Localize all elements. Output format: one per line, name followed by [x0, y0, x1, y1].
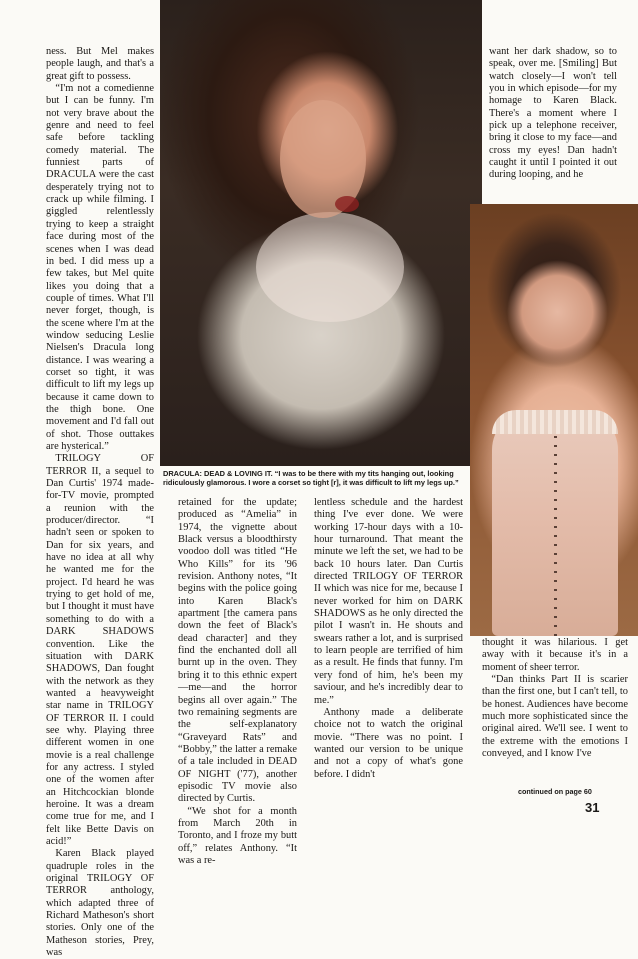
- paragraph: Anthony made a deliberate choice not to watch the original movie. “There was no point. I wanted our version to be unique and not a copy of what's gone before. I didn't: [314, 706, 463, 780]
- paragraph: “We shot for a month from March 20th in Toronto, and I froze my butt off,” relates Anthony. “It was a re-: [178, 805, 297, 866]
- article-column-2: [178, 497, 297, 866]
- article-column-4-top: [489, 46, 617, 196]
- paragraph: “I'm not a comedienne but I can be funny. I'm not very brave about the genre and need to feel safe before tackling comedy material. The funniest parts of DRACULA were the cast desperately trying not to crack up while filming. I giggled relentlessly trying to keep a straight face during most of the scenes when I was dead in bed. I did mess up a few takes, but Mel quite likes you doing that a couple of times. What I'll never forget, though, is the scene where I'm at the window seducing Leslie Nielsen's Dracula long distance. I was wearing a corset so tight, it was difficult to lift my legs up because it came down to the thigh bone. One movement and I'd fall out of shot. Those outtakes are hysterical.”: [46, 83, 154, 452]
- corset-portrait-photo: [470, 204, 638, 636]
- paragraph: TRILOGY OF TERROR II, a sequel to Dan Curtis' 1974 made-for-TV movie, prompted a reunion with the producer/director. “I hadn't seen or spoken to Dan for six years, and have no idea at all why he wanted me for the project. I'd heard he was trying to get hold of me, but I thought it must have something to do with a DARK SHADOWS convention. Like the situation with DARK SHADOWS, Dan fought with the network as they wanted a heavyweight star name in TRILOGY OF TERROR II. I could see why. Playing three different women in one movie is a real challenge for any actress. I styled one of the women after an Hitchcockian blonde heroine. It was a dream come true for me, and I felt like Bette Davis on acid!”: [46, 453, 154, 847]
- article-column-1: [46, 46, 154, 959]
- paragraph: Karen Black played quadruple roles in the original TRILOGY OF TERROR anthology, which adapted three of Richard Matheson's short stories. Only one of the Matheson stories, Prey, was: [46, 848, 154, 959]
- paragraph: ness. But Mel makes people laugh, and that's a great gift to possess.: [46, 46, 154, 82]
- paragraph: lentless schedule and the hardest thing I've ever done. We were working 17-hour days with a 10-hour turnaround. That meant the minute we left the set, we had to be back 10 hours later. Dan Curtis directed TRILOGY OF TERROR II which was nice for me, because I never worked for him on DARK SHADOWS as he only directed the pilot I wasn't in. He shouts and swears rather a lot, and is surprised to learn people are terrified of him as a result. He finds that funny. I'm very fond of him, he's been my saviour, and he's incredibly dear to me.”: [314, 497, 463, 706]
- corset-lacing: [554, 436, 557, 636]
- paragraph: want her dark shadow, so to speak, over me. [Smiling] But watch closely—I won't tell you in which episode—for my homage to Karen Black. There's a moment where I pick up a telephone receiver, bring it close to my face—and cross my eyes! Dan hadn't caught it until I pointed it out during looping, and he: [489, 46, 617, 181]
- page-number: 31: [585, 800, 600, 815]
- paragraph: thought it was hilarious. I get away with it because it's in a moment of sheer terror.: [482, 637, 628, 673]
- continued-note: continued on page 60: [518, 787, 592, 796]
- article-column-3: [314, 497, 463, 810]
- photo-caption: DRACULA: DEAD & LOVING IT. “I was to be there with my tits hanging out, looking ridiculously glamorous. I wore a corset so tight [r], it was difficult to lift my legs up.”: [163, 469, 459, 487]
- article-column-4-bottom: [482, 637, 628, 787]
- dracula-film-still-photo: [160, 0, 482, 466]
- corset-lace-trim: [492, 410, 618, 434]
- paragraph: “Dan thinks Part II is scarier than the first one, but I can't tell, to be honest. Audiences have become much more sophisticated since the original aired. We'll see. I went to the extreme with the emotions I conveyed, and I know I've: [482, 674, 628, 760]
- paragraph: retained for the update; produced as “Amelia” in 1974, the vignette about Black versus a bloodthirsty voodoo doll was titled “He Who Kills” for its '96 revision. Anthony notes, “It begins with the police going into Karen Black's apartment [the camera pans down the feet of Black's dead character] and they find the enchanted doll all burnt up in the oven. They bring it to this ethnic expert—me—and the horror begins all over again.” The two remaining segments are the self-explanatory “Graveyard Rats” and “Bobby,” the latter a remake of a tale included in DEAD OF NIGHT ('77), another episodic TV movie also directed by Curtis.: [178, 497, 297, 805]
